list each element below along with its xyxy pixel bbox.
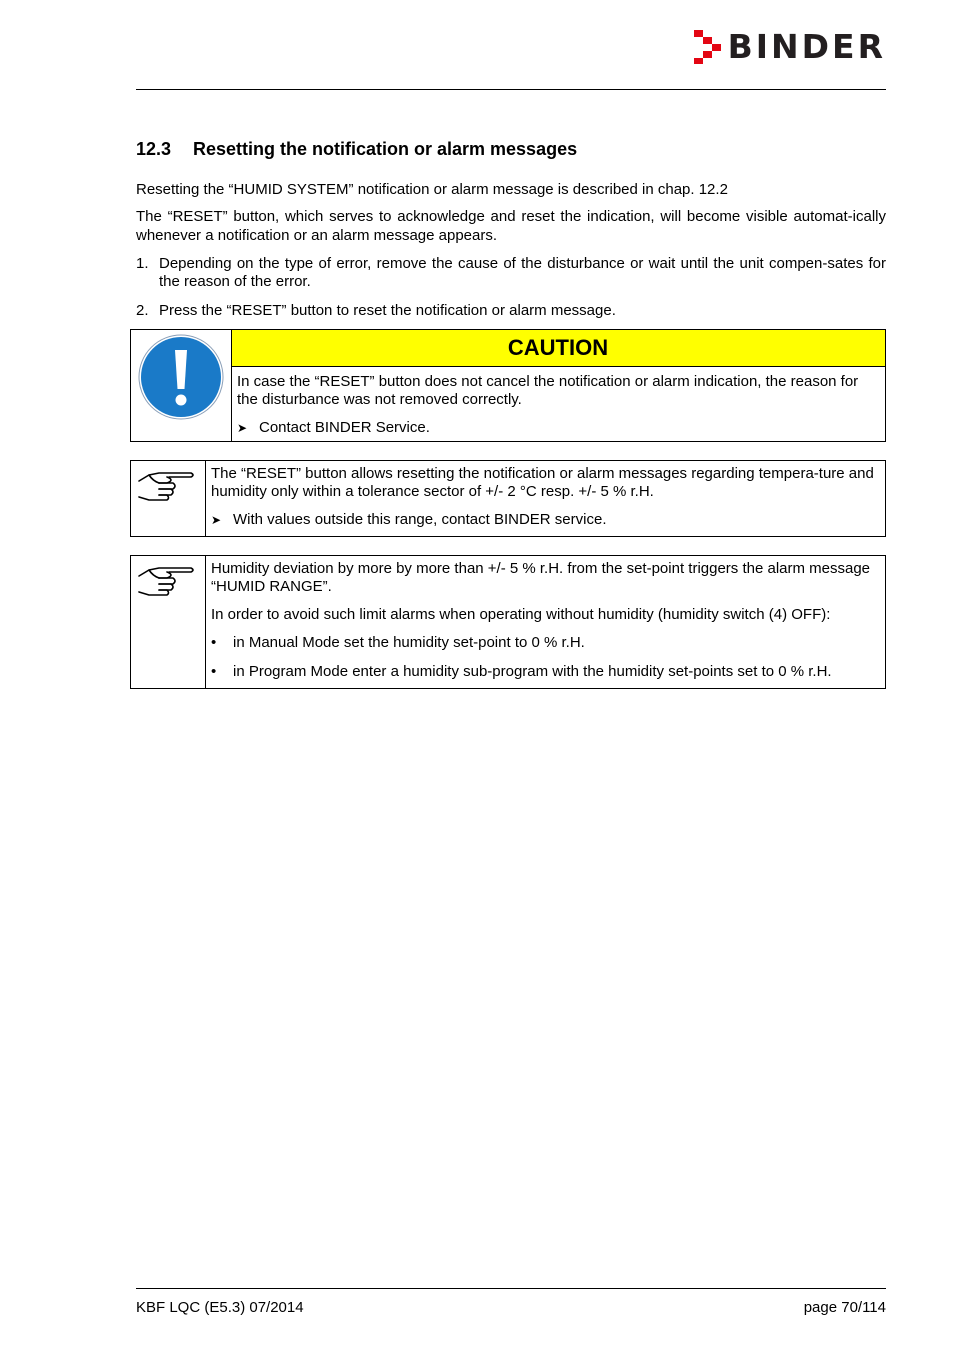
bullet-dot-icon: • <box>211 634 217 651</box>
logo-arrow-icon <box>694 30 724 64</box>
caution-box <box>130 329 886 442</box>
note-1-text: The “RESET” button allows resetting the notification or alarm messages regarding tempera-ture and humidity only within a tolerance sector of +/- 2 °C resp. +/- 5 % r.H. <box>211 465 874 500</box>
caution-action-text: Contact BINDER Service. <box>259 419 430 436</box>
exclamation-icon <box>131 330 231 441</box>
pointing-hand-icon <box>137 467 197 507</box>
note-box-1 <box>130 460 886 537</box>
brand-name: BINDER <box>727 27 886 66</box>
section-title: Resetting the notification or alarm messages <box>193 139 578 159</box>
intro-paragraph-1: Resetting the “HUMID SYSTEM” notification or alarm message is described in chap. 12.2 <box>136 181 728 198</box>
step-text: Depending on the type of error, remove the cause of the disturbance or wait until the unit compen-sates for the reason of the error. <box>159 255 886 290</box>
header-rule <box>136 89 886 90</box>
note-box-2 <box>130 555 886 689</box>
note-2-bullet-text: in Program Mode enter a humidity sub-program with the humidity set-points set to 0 % r.H. <box>233 663 832 680</box>
note-2-content <box>205 556 885 681</box>
bullet-dot-icon: • <box>211 663 217 680</box>
note-2-bullet-1 <box>211 634 879 652</box>
note-icon-cell <box>131 461 206 536</box>
step-1 <box>136 255 886 291</box>
footer-doc-id: KBF LQC (E5.3) 07/2014 <box>136 1299 304 1316</box>
note-2-text-2: In order to avoid such limit alarms when operating without humidity (humidity switch (4) OFF): <box>211 606 831 623</box>
step-2 <box>136 302 886 320</box>
section-number: 12.3 <box>136 139 172 159</box>
caution-text: In case the “RESET” button does not cancel the notification or alarm indication, the reason for the disturbance was not removed correctly. <box>237 373 859 408</box>
note-icon-cell <box>131 556 206 688</box>
arrow-bullet-icon: ➤ <box>237 421 248 435</box>
note-1-action-text: With values outside this range, contact BINDER service. <box>233 511 607 528</box>
intro-paragraph-2: The “RESET” button, which serves to acknowledge and reset the indication, will become visible automat-ically whenever a notification or an alarm message appears. <box>136 208 886 244</box>
caution-content <box>231 330 885 437</box>
note-2-bullet-2 <box>211 663 879 681</box>
section-heading <box>136 139 577 160</box>
caution-title: CAUTION <box>231 330 885 367</box>
arrow-bullet-icon: ➤ <box>211 513 222 527</box>
step-number: 2. <box>136 302 149 319</box>
pointing-hand-icon <box>137 562 197 602</box>
caution-action <box>237 419 879 437</box>
footer-rule <box>136 1288 886 1289</box>
footer-page-number: page 70/114 <box>803 1299 886 1316</box>
caution-icon-cell <box>131 330 232 441</box>
note-2-text-1: Humidity deviation by more by more than +/- 5 % r.H. from the set-point triggers the alarm message “HUMID RANGE”. <box>211 560 871 595</box>
binder-logo <box>694 27 886 66</box>
note-1-action <box>211 511 879 529</box>
step-number: 1. <box>136 255 149 272</box>
step-text: Press the “RESET” button to reset the notification or alarm message. <box>159 302 616 319</box>
note-1-content <box>205 461 885 529</box>
note-2-bullet-text: in Manual Mode set the humidity set-point to 0 % r.H. <box>233 634 585 651</box>
